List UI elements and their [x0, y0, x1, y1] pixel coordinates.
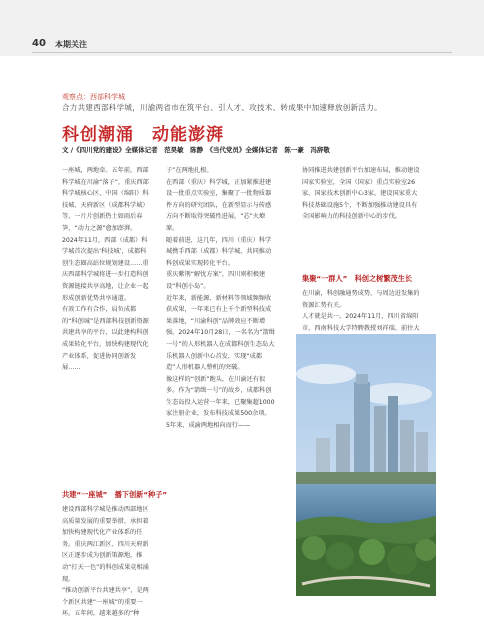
subheading-1: 共建“一座城” 播下创新“种子” — [62, 490, 168, 499]
paragraph: 协同推进共建创新平台加速布局，推动建设国家实验室，全国（国家）重点实验室26家，国家技术创新中心3家，建设国家重大科技基础设施5个，不断加强推动建设具有全国影响力的科技创新中心的步伐。 — [302, 167, 420, 221]
article-lead: 合力共建西部科学城，川渝两省市在筑平台、引人才、攻技术、转成果中加速释放创新活力。 — [62, 103, 382, 112]
paragraph: 5年来，成渝两地相向而行—— — [166, 422, 251, 430]
article-title: 科创潮涌 动能澎湃 — [62, 125, 224, 145]
subsection-1-body — [62, 504, 150, 620]
paragraph: 2024年11月，西部（成都）科学城首次提出‘科技城’，成都科创生态圈高站位规划建设……重庆西部科学城将进一步打造科创资源链接共享高地，让企业一起形成创新优势共享通道。 — [62, 236, 149, 302]
column-3 — [302, 165, 422, 223]
skyline-illustration — [296, 334, 436, 596]
paragraph: 随着前进，这几年，四川（重庆）科学城携手西部（成都）科学城，共同推动科创成果实现转化平台。 — [166, 236, 272, 267]
paragraph: 建设西部科学城是推动西部地区高质量发展的重要举措，承担着加快构建现代化产业体系的任务。重庆两江新区、四川天府新区正逐步成为创新策源地，推动“打天一色”的科创成果竞相涌现。 — [62, 506, 149, 583]
column-2 — [166, 165, 276, 432]
city-skyline-photo — [296, 334, 436, 596]
section-label: 本期关注 — [55, 40, 87, 49]
header-divider — [32, 52, 452, 53]
paragraph: 重庆紫荆“解忧方案”，四川则积极建设“科创小岛”。 — [166, 271, 266, 290]
paragraph: 子”在两地扎根。 — [166, 167, 213, 174]
article-kicker: 观察点：西部科学城 — [62, 93, 125, 101]
column-1 — [62, 165, 150, 374]
article-byline: 文 /《四川党的建设》全媒体记者 范昊敏 陈静 《当代党员》全媒体记者 陈一豪 冯辞敬 — [62, 146, 330, 154]
paragraph: 在西部（重庆）科学城，正加紧推进建设一批重点实验室，集聚了一批物质器件方向的研究团队，在新型显示与传感方向不断取得突破性进展，“芯”火燎原。 — [166, 178, 272, 232]
paragraph: 人才就是共一。2024年11月，四川省绵阳市、西南科技大学特聘教授刘祥瑞、前往大 — [302, 313, 420, 332]
paragraph: “推动创新平台共建共享”，是两个新区共建“一座城”的重要一环。五年间，越来越多的“种 — [62, 587, 149, 618]
paragraph: 像这样的“创新”跑头，在川渝还有很多。作为“箭缉一号”的故乡，成都科创生态岛投入运营一年来，已聚集超1000家注册企业，发布科技成果500余项。 — [166, 375, 275, 418]
page-number: 40 — [32, 38, 46, 49]
paragraph: 近年来，新能源、新材料等领域频频收获成果，一年来已有上千个新型科技成果落地，“川渝科创”品牌效应不断增强。2024年10月28日，一名名为“箭缉一号”的人形机器人在成都科创生态岛大乐机器人创新中心首发，实现“成都造”人形机器人整机的突破。 — [166, 294, 275, 372]
paragraph: 在川渝，科创融通势成势，与周边迸发集的资源汇势有关。 — [302, 290, 420, 309]
paragraph: 有效工作有合作，肩负成都的“科创城”是西部科技创新资源共建共享的平台，以此建构科创成果转化平台，加快构建现代化产业体系，促进协同创新发展…… — [62, 306, 149, 372]
subheading-2: 集聚“一群人” 科创之树繁茂生长 — [302, 274, 413, 283]
paragraph: 一座城，两地牵。五年前，西部科学城在川渝“落子”，重庆西部科学城核心区、中国（绵阳）科技城、天府新区（成都科学城）等，一片片创新热土如雨后春笋，“动力之源”愈加澎湃。 — [62, 167, 149, 232]
